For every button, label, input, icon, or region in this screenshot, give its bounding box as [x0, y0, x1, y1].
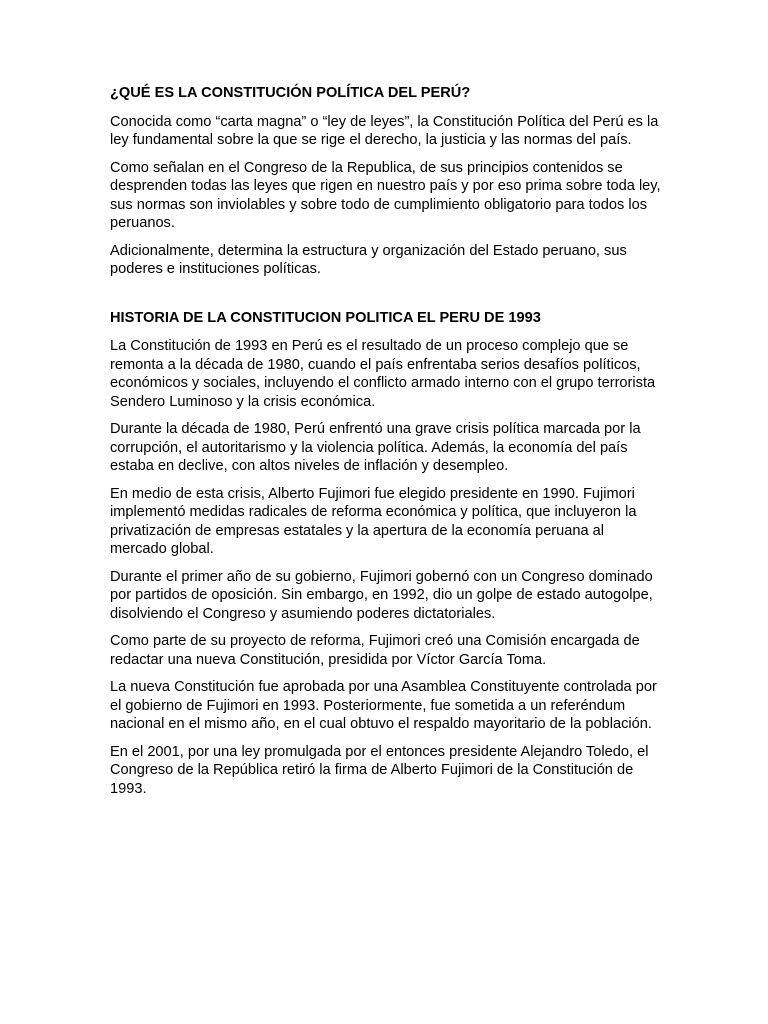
section-history-1993 [110, 309, 662, 799]
paragraph: En el 2001, por una ley promulgada por el entonces presidente Alejandro Toledo, el Congreso de la República retiró la firma de Alberto Fujimori de la Constitución de 1993. [110, 743, 649, 797]
paragraph: Como señalan en el Congreso de la Republica, de sus principios contenidos se desprenden todas las leyes que rigen en nuestro país y por eso prima sobre toda ley, sus normas son inviolables y sobre todo de cumplimiento obligatorio para todos los peruanos. [110, 159, 661, 231]
paragraph: Durante la década de 1980, Perú enfrentó una grave crisis política marcada por la corrupción, el autoritarismo y la violencia política. Además, la economía del país estaba en declive, con altos niveles de inflación y desempleo. [110, 421, 641, 474]
section-what-is-constitution [110, 84, 662, 279]
paragraph: Durante el primer año de su gobierno, Fujimori gobernó con un Congreso dominado por partidos de oposición. Sin embargo, en 1992, dio un golpe de estado autogolpe, disolviendo el Congreso y asumiendo poderes dictatoriales. [110, 568, 653, 622]
paragraph: La nueva Constitución fue aprobada por una Asamblea Constituyente controlada por el gobierno de Fujimori en 1993. Posteriormente, fue sometida a un referéndum nacional en el mismo año, en el cual obtuvo el respaldo mayoritario de la población. [110, 679, 657, 732]
paragraph: En medio de esta crisis, Alberto Fujimori fue elegido presidente en 1990. Fujimori implementó medidas radicales de reforma económica y política, que incluyeron la privatización de empresas estatales y la apertura de la economía peruana al mercado global. [110, 485, 637, 557]
section-heading: HISTORIA DE LA CONSTITUCION POLITICA EL PERU DE 1993 [110, 309, 541, 326]
paragraph: Conocida como “carta magna” o “ley de leyes”, la Constitución Política del Perú es la ley fundamental sobre la que se rige el derecho, la justicia y las normas del país. [110, 113, 659, 148]
paragraph: Adicionalmente, determina la estructura y organización del Estado peruano, sus poderes e instituciones políticas. [110, 242, 627, 277]
section-heading: ¿QUÉ ES LA CONSTITUCIÓN POLÍTICA DEL PERÚ? [110, 85, 471, 101]
paragraph: La Constitución de 1993 en Perú es el resultado de un proceso complejo que se remonta a la década de 1980, cuando el país enfrentaba serios desafíos políticos, económicos y sociales, incluyendo el conflicto armado interno con el grupo terrorista Sendero Luminoso y la crisis económica. [110, 338, 656, 410]
section-spacer [110, 288, 662, 309]
document-page [110, 84, 662, 807]
paragraph: Como parte de su proyecto de reforma, Fujimori creó una Comisión encargada de redactar una nueva Constitución, presidida por Víctor García Toma. [110, 633, 640, 668]
